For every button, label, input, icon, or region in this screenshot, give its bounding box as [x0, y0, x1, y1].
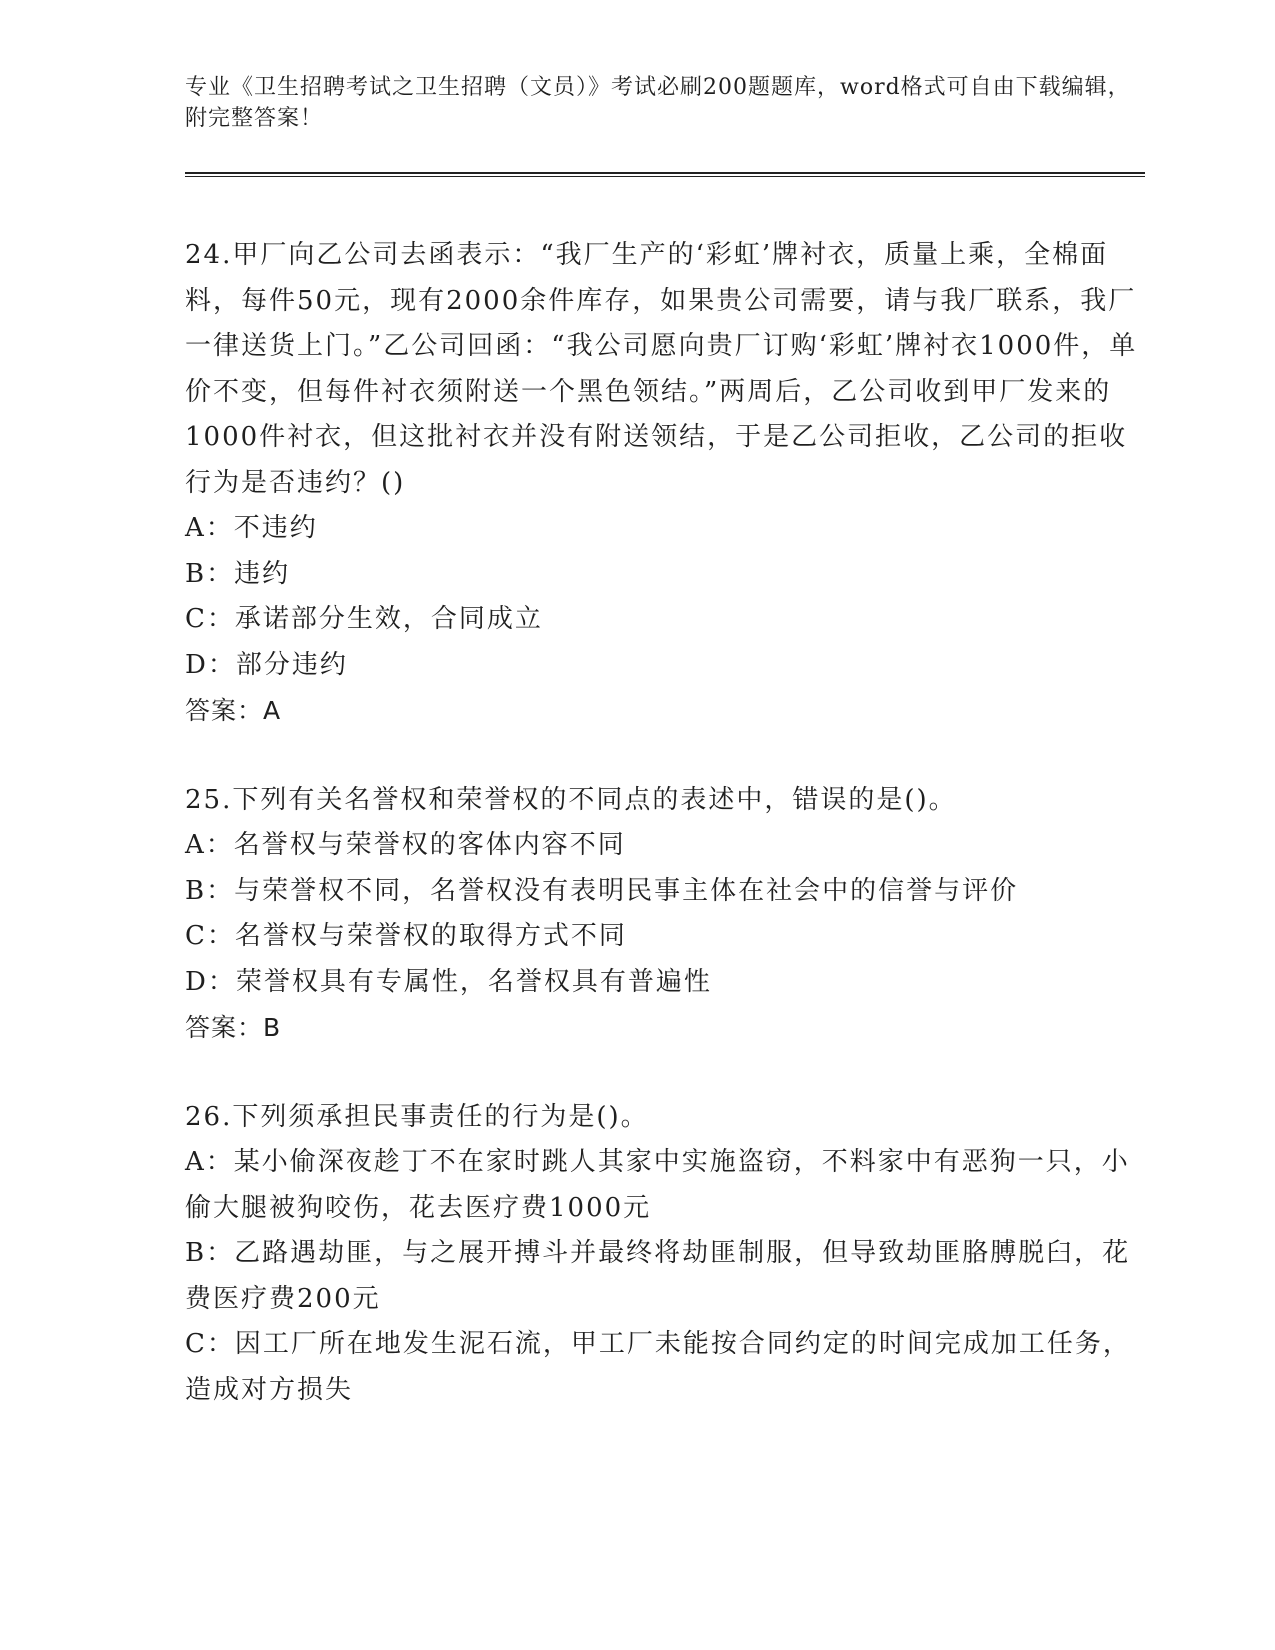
option-a: A：名誉权与荣誉权的客体内容不同 — [185, 830, 626, 860]
document-page — [185, 72, 1145, 1457]
option-d: D：部分违约 — [185, 649, 348, 680]
question-list — [185, 233, 1145, 1413]
option-a: A：某小偷深夜趁丁不在家时跳人其家中实施盗窃，不料家中有恶狗一只，小偷大腿被狗咬伤，花去医疗费1000元 — [185, 1147, 1130, 1223]
question-26 — [185, 1095, 1145, 1414]
answer-line: 答案：A — [185, 696, 282, 725]
option-d: D：荣誉权具有专属性，名誉权具有普遍性 — [185, 966, 712, 997]
question-24 — [185, 233, 1145, 734]
header-divider — [185, 172, 1145, 177]
option-c: C：承诺部分生效，合同成立 — [185, 604, 543, 634]
question-stem: 26.下列须承担民事责任的行为是()。 — [185, 1101, 649, 1132]
answer-line: 答案：B — [185, 1013, 282, 1042]
option-b: B：违约 — [185, 558, 291, 589]
question-stem: 25.下列有关名誉权和荣誉权的不同点的表述中，错误的是()。 — [185, 784, 957, 815]
question-stem: 24.甲厂向乙公司去函表示：“我厂生产的‘彩虹’牌衬衣，质量上乘，全棉面料，每件50元，现有2000余件库存，如果贵公司需要，请与我厂联系，我厂一律送货上门。”乙公司回函：“我公司愿向贵厂订购‘彩虹’牌衬衣1000件，单价不变，但每件衬衣须附送一个黑色领结。”两周后，乙公司收到甲厂发来的1000件衬衣，但这批衬衣并没有附送领结，于是乙公司拒收，乙公司的拒收行为是否违约？() — [185, 240, 1138, 498]
option-c: C：名誉权与荣誉权的取得方式不同 — [185, 921, 627, 951]
question-25 — [185, 778, 1145, 1051]
option-c: C：因工厂所在地发生泥石流，甲工厂未能按合同约定的时间完成加工任务，造成对方损失 — [185, 1329, 1131, 1405]
option-a: A：不违约 — [185, 513, 318, 543]
option-b: B：乙路遇劫匪，与之展开搏斗并最终将劫匪制服，但导致劫匪胳膊脱臼，花费医疗费200元 — [185, 1238, 1131, 1314]
option-b: B：与荣誉权不同，名誉权没有表明民事主体在社会中的信誉与评价 — [185, 875, 1019, 906]
document-header: 专业《卫生招聘考试之卫生招聘（文员）》考试必刷200题题库，word格式可自由下载编辑，附完整答案！ — [185, 75, 1131, 131]
